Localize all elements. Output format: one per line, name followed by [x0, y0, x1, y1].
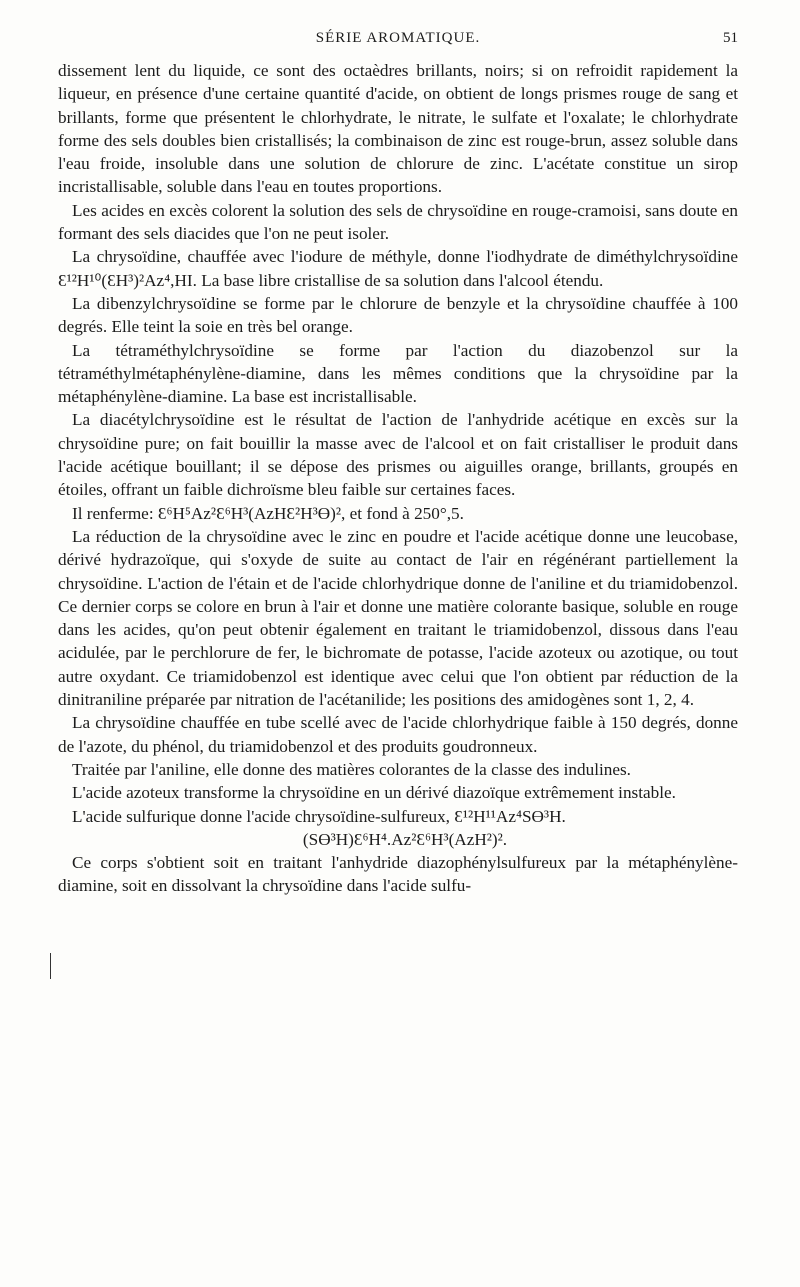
paragraph: La diacétylchrysoïdine est le résultat de l'action de l'anhydride acétique en excès sur la chrysoïdine pure; on fait bouillir la masse avec de l'alcool et on fait cristalliser le produit dans l'acide acétique bouillant; il se dépose des prismes ou aiguilles orange, brillants, groupés en étoiles, offrant un faible dichroïsme bleu faible sur certaines faces.: [58, 410, 738, 500]
paragraph: La dibenzylchrysoïdine se forme par le chlorure de benzyle et la chrysoïdine chauffée à 100 degrés. Elle teint la soie en très bel orange.: [58, 293, 738, 337]
paragraph: dissement lent du liquide, ce sont des octaèdres brillants, noirs; si on refroidit rapidement la liqueur, en présence d'une certaine quantité d'acide, on obtient de longs prismes rouge de sang et brillants, forme que présentent le chlorhydrate, le nitrate, le sulfate et l'oxalate; le chlorhydrate forme des sels doubles bien cristallisés; la combinaison de zinc est rouge-brun, assez soluble dans l'eau froide, insoluble dans une solution de chlorure de zinc. L'acétate constitue un sirop incristallisable, soluble dans l'eau en toutes proportions.: [58, 61, 738, 197]
page-number: 51: [723, 30, 738, 46]
paragraph: La réduction de la chrysoïdine avec le zinc en poudre et l'acide acétique donne une leucobase, dérivé hydrazoïque, qui s'oxyde de suite au contact de l'air en régénérant partiellement la chrysoïdine. L'action de l'étain et de l'acide chlorhydrique donne de l'aniline et du triamidobenzol. Ce dernier corps se colore en brun à l'air et donne une matière colorante basique, soluble en rouge dans les acides, qu'on peut obtenir également en traitant le triamidobenzol, dissous dans l'eau acidulée, par le perchlorure de fer, le bichromate de potasse, l'acide azoteux ou azotique, ou tout autre oxydant. Ce triamidobenzol est identique avec celui que l'on obtient par réduction de la dinitraniline préparée par nitration de l'acétanilide; les positions des amidogènes sont 1, 2, 4.: [58, 526, 738, 710]
page-header: [58, 30, 738, 56]
paragraph: La chrysoïdine chauffée en tube scellé avec de l'acide chlorhydrique faible à 150 degrés, donne de l'azote, du phénol, du triamidobenzol et des produits goudronneux.: [58, 713, 738, 756]
paragraph: La chrysoïdine, chauffée avec l'iodure de méthyle, donne l'iodhydrate de diméthylchrysoïdine Ɛ¹²H¹⁰(ƐH³)²Az⁴,HI. La base libre cristallise de sa solution dans l'alcool étendu.: [58, 247, 738, 290]
paragraph: L'acide azoteux transforme la chrysoïdine en un dérivé diazoïque extrêmement instable.: [72, 783, 676, 803]
paragraph: Les acides en excès colorent la solution des sels de chrysoïdine en rouge-cramoisi, sans doute en formant des sels diacides que l'on ne peut isoler.: [58, 200, 738, 244]
paragraph: Il renferme: Ɛ⁶H⁵Az²Ɛ⁶H³(AzHƐ²H³Ɵ)², et fond à 250°,5.: [72, 503, 464, 523]
paragraph: La tétraméthylchrysoïdine se forme par l'action du diazobenzol sur la tétraméthylmétaphénylène-diamine, dans les mêmes conditions que la chrysoïdine par la métaphénylène-diamine. La base est incristallisable.: [58, 340, 738, 407]
margin-mark: [50, 953, 51, 979]
paragraph: L'acide sulfurique donne l'acide chrysoïdine-sulfureux, Ɛ¹²H¹¹Az⁴SƟ³H.: [72, 806, 566, 826]
running-head: SÉRIE AROMATIQUE.: [315, 30, 481, 46]
body-text: [58, 59, 738, 898]
paragraph: Traitée par l'aniline, elle donne des matières colorantes de la classe des indulines.: [72, 759, 631, 779]
paragraph: Ce corps s'obtient soit en traitant l'anhydride diazophénylsulfureux par la métaphénylène-diamine, soit en dissolvant la chrysoïdine dans l'acide sulfu-: [58, 853, 738, 896]
chemical-formula: (SƟ³H)Ɛ⁶H⁴.Az²Ɛ⁶H³(AzH²)².: [302, 829, 508, 849]
